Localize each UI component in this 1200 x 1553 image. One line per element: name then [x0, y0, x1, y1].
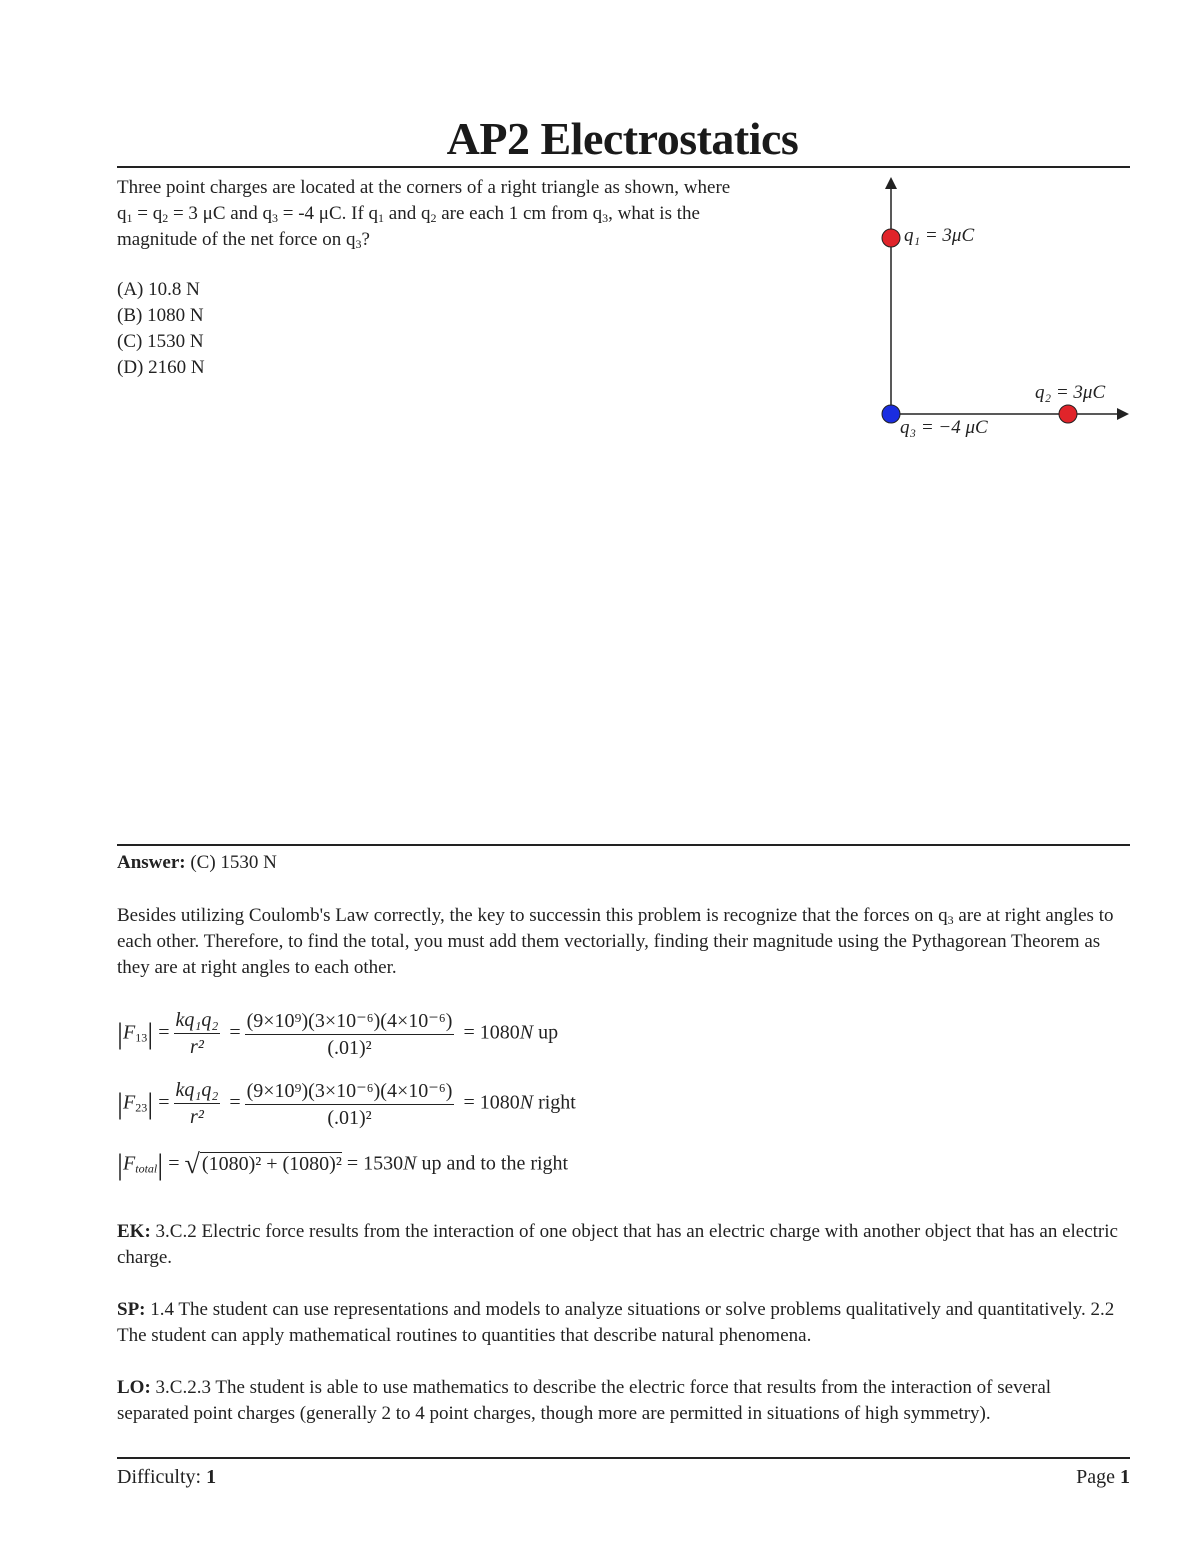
y-axis-arrow-icon: [885, 177, 897, 189]
q3-label: q₃ = −4 μC: [900, 417, 988, 438]
charge-diagram: [840, 170, 1140, 445]
explanation-text: Besides utilizing Coulomb's Law correctly, the key to successin this problem is recognize that the forces on $q_3$ are at right angles to each other. Therefore, to find the total, you must add them vectorially, finding their magnitude using the Pythagorean Theorem as they are at right angles to each other.: [117, 905, 1114, 978]
difficulty: Difficulty: 1: [117, 1466, 217, 1488]
q1-label: q₁ = 3μC: [904, 225, 975, 246]
sp-section: SP: 1.4 The student can use representations and models to analyze situations or solve problems qualitatively and quantitatively. 2.2 The student can apply mathematical routines to quantities that describe natural phenomena.: [117, 1299, 1115, 1346]
footer-rule: [117, 1457, 1130, 1459]
equation-f23: $|F_{23}|$ = $\frac{\text{kq₁q₂}}{\text{r²}}$ = $\frac{\text{(9×10⁹)(3×10⁻⁶)(4×10⁻⁶)}}{\text{(.01)²}}$ = 1080N right: [117, 1079, 576, 1129]
charge-q1: [882, 229, 900, 247]
charge-q2: [1059, 405, 1077, 423]
choice-a[interactable]: (A) 10.8 N: [117, 279, 200, 300]
answer-rule: [117, 844, 1130, 846]
lo-section: LO: 3.C.2.3 The student is able to use mathematics to describe the electric force that results from the interaction of several separated point charges (generally 2 to 4 point charges, though more are permitted in situations of high symmetry).: [117, 1377, 1052, 1424]
choice-c[interactable]: (C) 1530 N: [117, 331, 204, 352]
choice-b[interactable]: (B) 1080 N: [117, 305, 204, 326]
answer-choices: [117, 277, 205, 381]
equation-f13: $|F_{13}|$ = $\frac{\text{kq₁q₂}}{\text{r²}}$ = $\frac{\text{(9×10⁹)(3×10⁻⁶)(4×10⁻⁶)}}{\text{(.01)²}}$ = 1080N up: [117, 1009, 559, 1059]
page-number: Page 1: [1076, 1466, 1130, 1488]
charge-q3: [882, 405, 900, 423]
x-axis-arrow-icon: [1117, 408, 1129, 420]
answer-line: Answer: (C) 1530 N: [117, 852, 277, 873]
title-rule: [117, 166, 1130, 168]
page-title: AP2 Electrostatics: [446, 113, 799, 164]
question-text: Three point charges are located at the corners of a right triangle as shown, where $q_1 = q_2 = 3$ μC and $q_3 = -4$ μC. If $q_1$ and $q_2$ are each 1 cm from $q_3$, what is the magnitude of the net force on $q_3$?: [117, 177, 731, 251]
equation-ftotal: $|F_{total}|$ = √ (1080)² + (1080)² = 1530N up and to the right: [117, 1148, 569, 1181]
q2-label: q₂ = 3μC: [1035, 382, 1106, 403]
choice-d[interactable]: (D) 2160 N: [117, 357, 205, 378]
ek-section: EK: 3.C.2 Electric force results from the interaction of one object that has an electric charge with another object that has an electric charge.: [117, 1221, 1118, 1268]
